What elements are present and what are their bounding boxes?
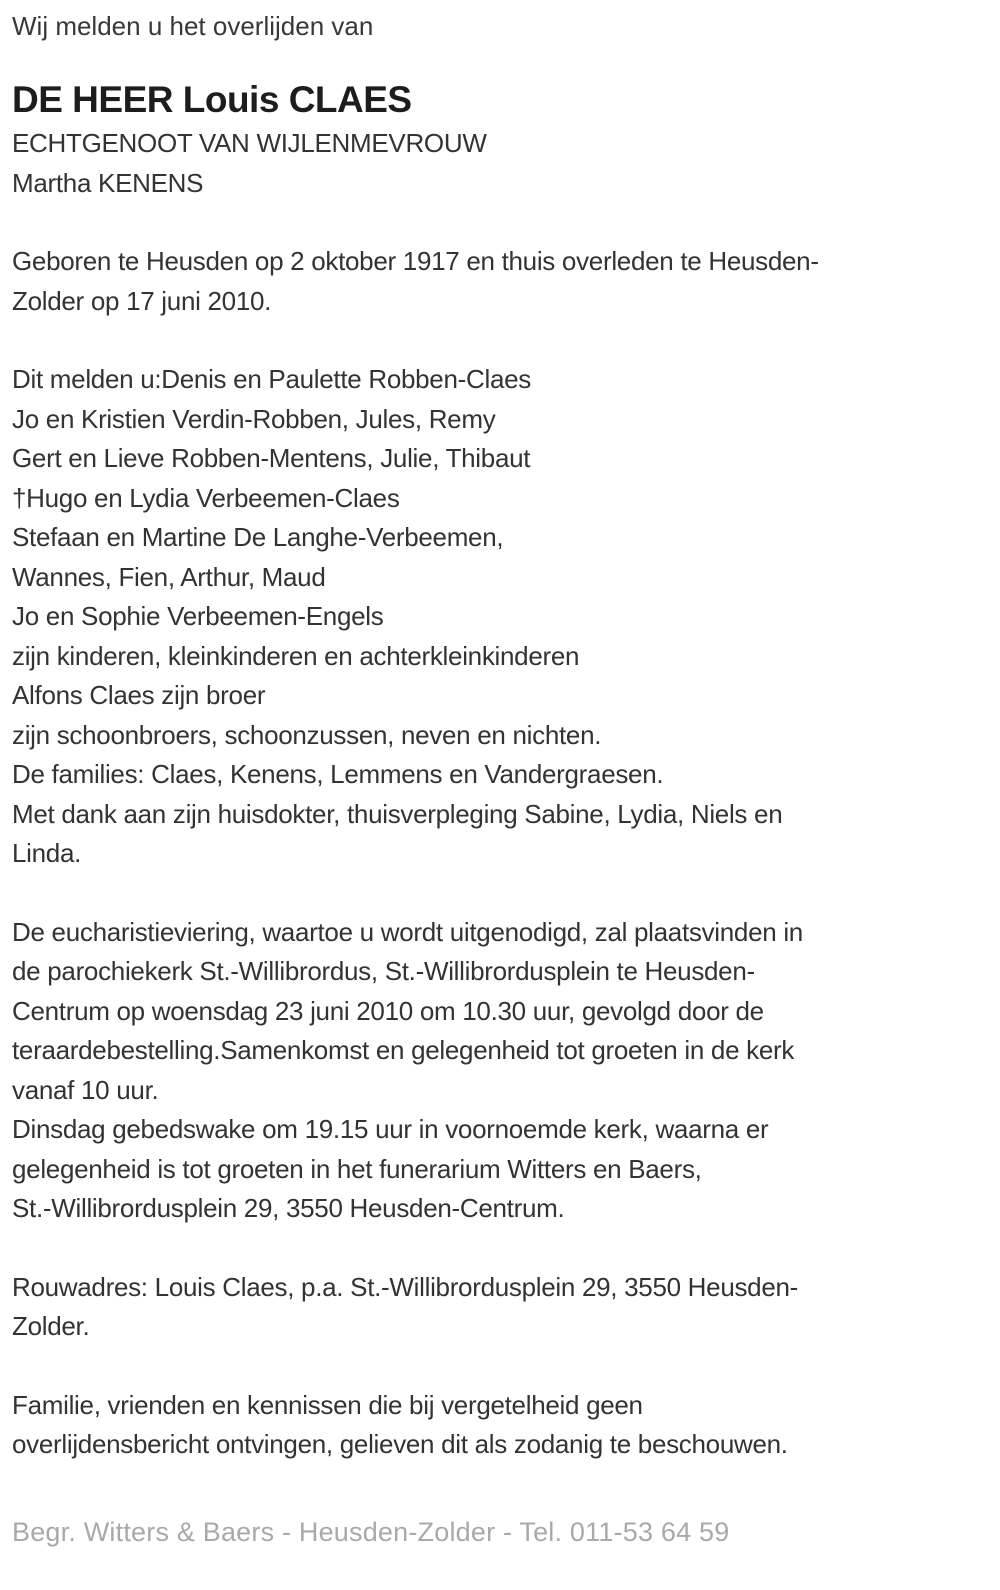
- text-line: de parochiekerk St.-Willibrordus, St.-Willibrordusplein te Heusden-: [12, 956, 755, 986]
- funeral-home-credit: Begr. Witters & Baers - Heusden-Zolder - Tel. 011-53 64 59: [12, 1517, 730, 1547]
- text-line: zijn schoonbroers, schoonzussen, neven en nichten.: [12, 719, 602, 750]
- text-line: teraardebestelling.Samenkomst en gelegenheid tot groeten in de kerk: [12, 1035, 795, 1065]
- intro-line: Wij melden u het overlijden van: [12, 11, 374, 41]
- text-line: De eucharistieviering, waartoe u wordt uitgenodigd, zal plaatsvinden in: [12, 916, 803, 947]
- birth-death-paragraph: [12, 242, 986, 321]
- spouse-label: ECHTGENOOT VAN WIJLENMEVROUW: [12, 128, 487, 158]
- text-line: Dinsdag gebedswake om 19.15 uur in voornoemde kerk, waarna er: [12, 1114, 769, 1144]
- deceased-name: DE HEER Louis CLAES: [12, 79, 412, 120]
- text-line: †Hugo en Lydia Verbeemen-Claes: [12, 482, 400, 513]
- text-line: De families: Claes, Kenens, Lemmens en Vandergraesen.: [12, 759, 664, 789]
- text-line: St.-Willibrordusplein 29, 3550 Heusden-Centrum.: [12, 1193, 565, 1223]
- text-line: Met dank aan zijn huisdokter, thuisverpleging Sabine, Lydia, Niels en: [12, 798, 783, 829]
- text-line: Alfons Claes zijn broer: [12, 680, 266, 710]
- spouse-name: Martha KENENS: [12, 167, 204, 198]
- text-line: Familie, vrienden en kennissen die bij vergetelheid geen: [12, 1389, 643, 1420]
- text-line: Stefaan en Martine De Langhe-Verbeemen,: [12, 522, 504, 552]
- text-line: Geboren te Heusden op 2 oktober 1917 en thuis overleden te Heusden-: [12, 246, 819, 276]
- text-line: overlijdensbericht ontvingen, gelieven dit als zodanig te beschouwen.: [12, 1429, 788, 1459]
- text-line: vanaf 10 uur.: [12, 1074, 159, 1105]
- text-line: Jo en Kristien Verdin-Robben, Jules, Remy: [12, 403, 496, 434]
- text-line: Wannes, Fien, Arthur, Maud: [12, 561, 326, 592]
- service-paragraph: [12, 913, 986, 1229]
- text-line: zijn kinderen, kleinkinderen en achterkleinkinderen: [12, 640, 580, 671]
- text-line: Linda.: [12, 838, 82, 868]
- family-announcement-paragraph: [12, 360, 986, 874]
- text-line: Gert en Lieve Robben-Mentens, Julie, Thibaut: [12, 443, 531, 473]
- text-line: Centrum op woensdag 23 juni 2010 om 10.30 uur, gevolgd door de: [12, 995, 764, 1026]
- text-line: Jo en Sophie Verbeemen-Engels: [12, 601, 384, 631]
- text-line: gelegenheid is tot groeten in het funerarium Witters en Baers,: [12, 1153, 702, 1184]
- text-line: Zolder.: [12, 1311, 90, 1341]
- text-line: Zolder op 17 juni 2010.: [12, 285, 272, 316]
- mourning-address-paragraph: [12, 1268, 986, 1347]
- notice-paragraph: [12, 1386, 986, 1465]
- text-line: Rouwadres: Louis Claes, p.a. St.-Willibrordusplein 29, 3550 Heusden-: [12, 1271, 799, 1302]
- text-line: Dit melden u:Denis en Paulette Robben-Claes: [12, 364, 531, 394]
